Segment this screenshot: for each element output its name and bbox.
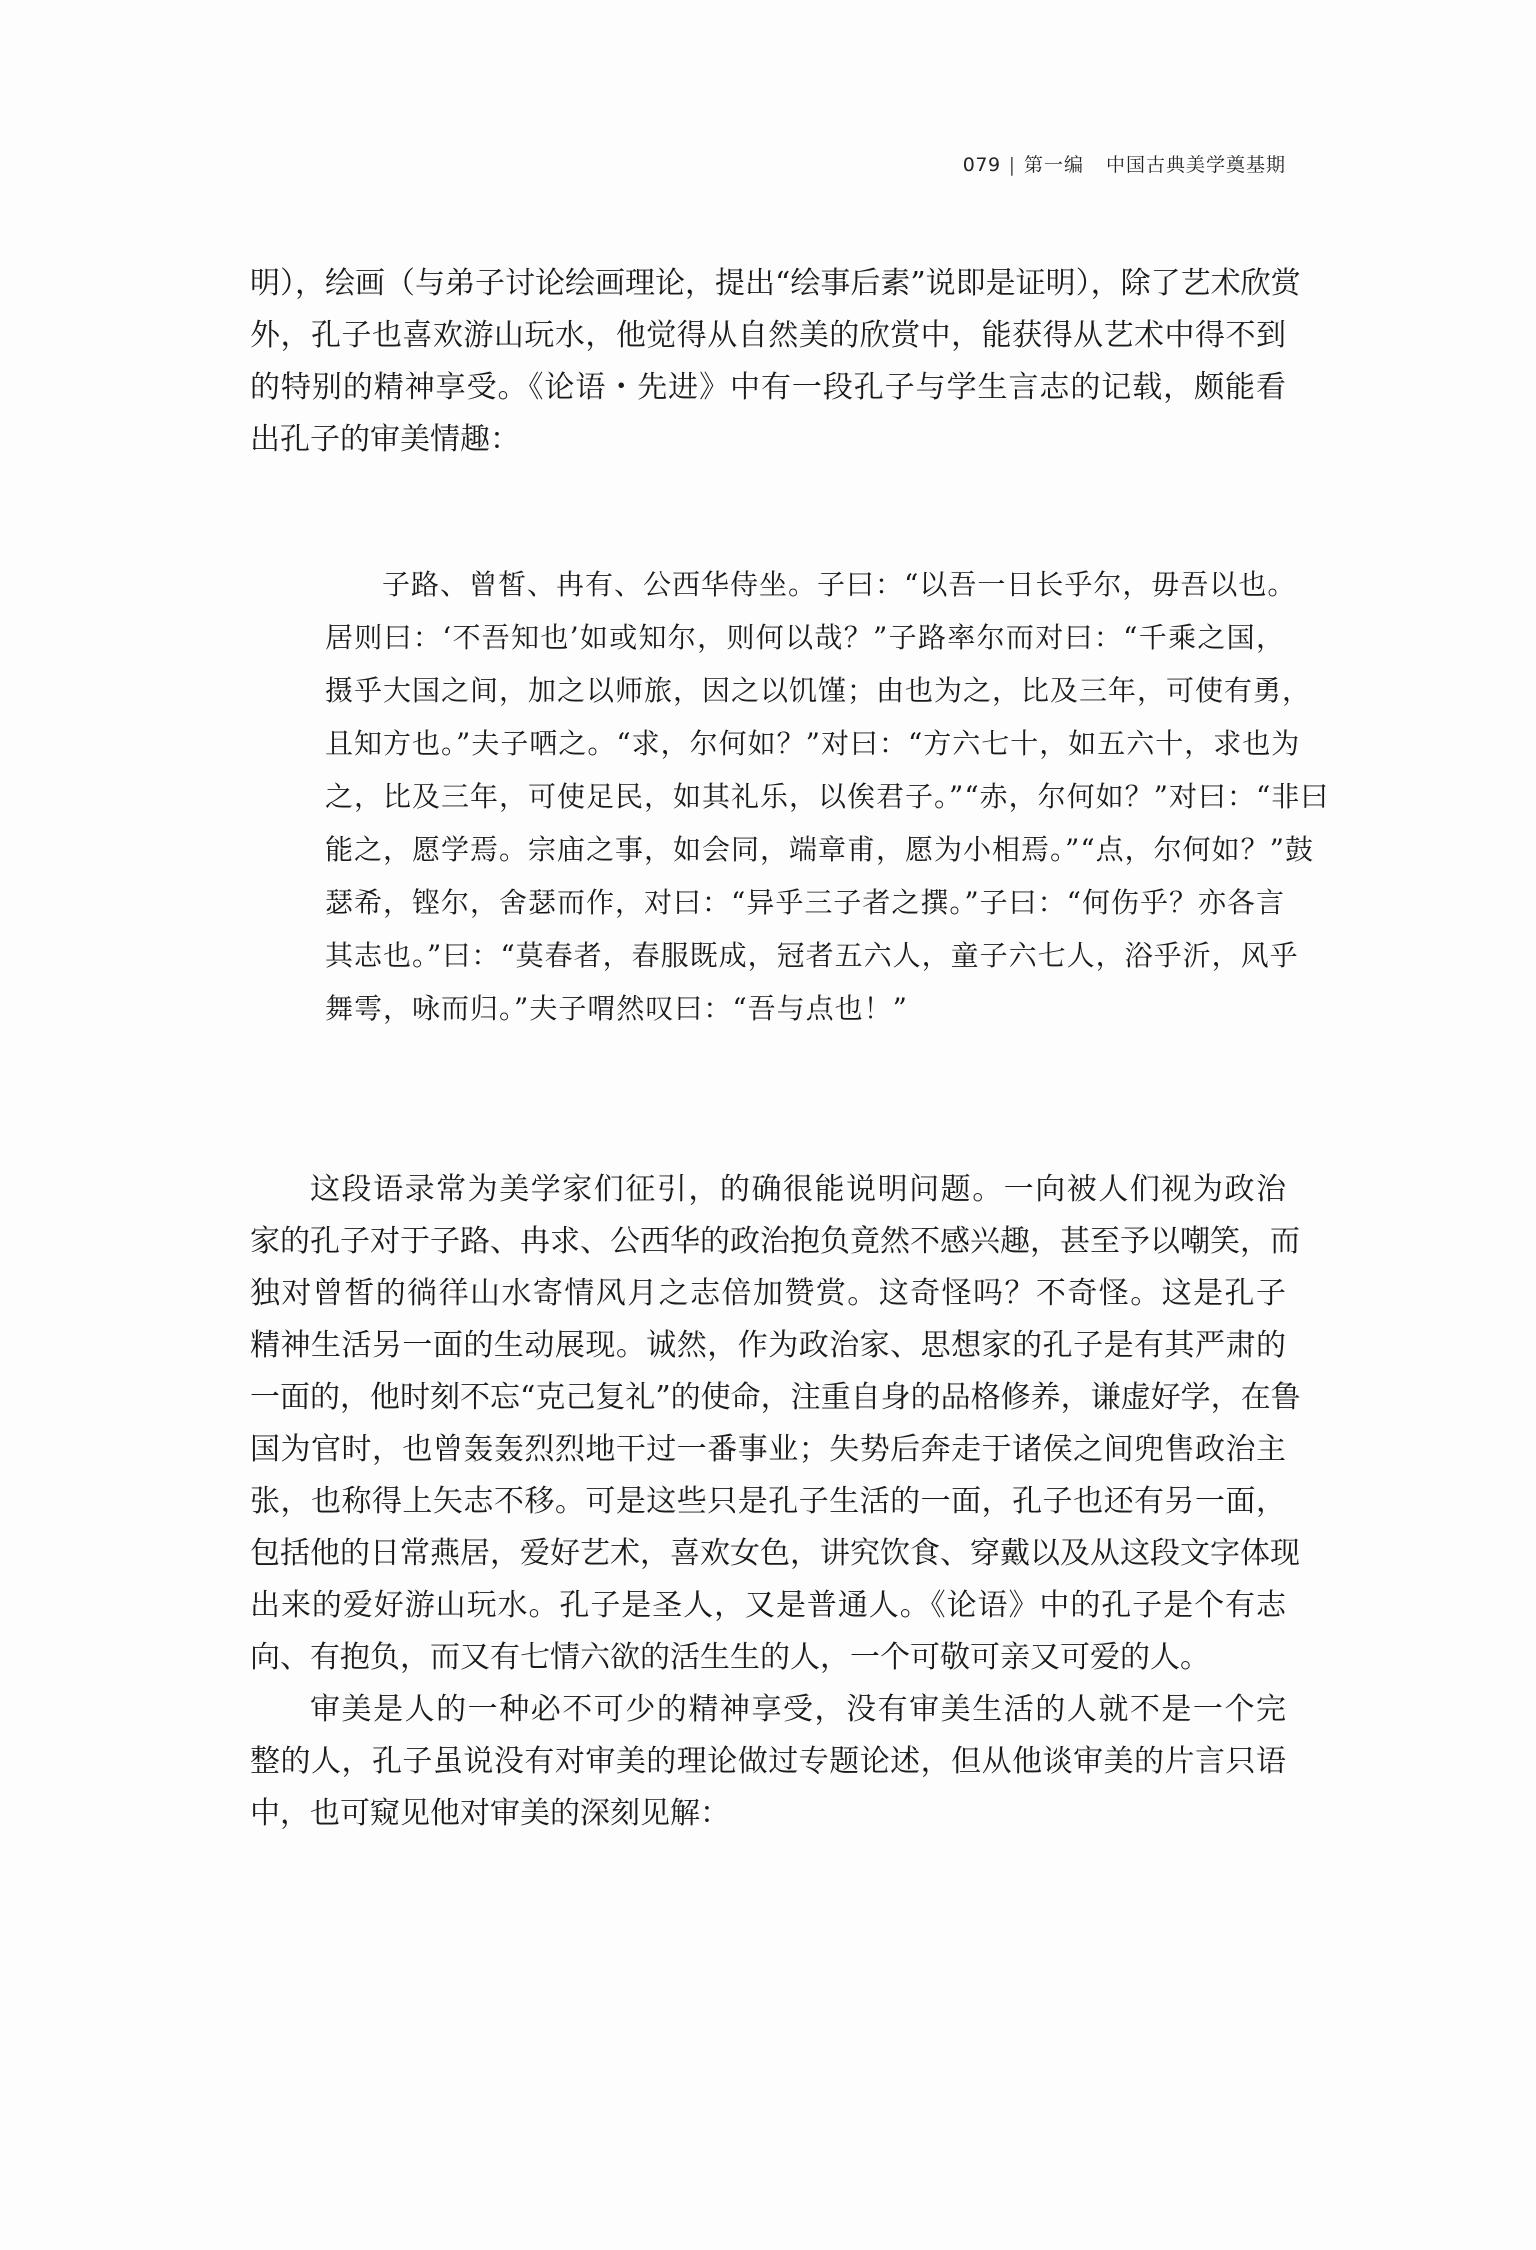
quote-line: 能之，愿学焉。宗庙之事，如会同，端章甫，愿为小相焉。”“点，尔何如？”鼓 xyxy=(325,833,1314,866)
paragraph-1 xyxy=(250,258,1301,466)
text-line: 一面的，他时刻不忘“克己复礼”的使命，注重自身的品格修养，谦虚好学，在鲁 xyxy=(250,1380,1301,1415)
quote-line: 居则曰：‘不吾知也’如或知尔，则何以哉？”子路率尔而对曰：“千乘之国， xyxy=(325,621,1285,654)
quote-line: 子路、曾皙、冉有、公西华侍坐。子曰：“以吾一日长乎尔，毋吾以也。 xyxy=(382,568,1297,601)
block-quote xyxy=(325,558,1330,1035)
header-separator: | xyxy=(1008,154,1016,176)
text-line: 张，也称得上矢志不移。可是这些只是孔子生活的一面，孔子也还有另一面， xyxy=(250,1484,1286,1519)
text-line: 精神生活另一面的生动展现。诚然，作为政治家、思想家的孔子是有其严肃的 xyxy=(250,1328,1286,1363)
quote-line: 摄乎大国之间，加之以师旅，因之以饥馑；由也为之，比及三年，可使有勇， xyxy=(325,674,1312,707)
quote-line: 舞雩，咏而归。”夫子喟然叹曰：“吾与点也！” xyxy=(325,992,908,1025)
running-header xyxy=(963,150,1286,177)
page-number: 079 xyxy=(962,154,1001,176)
text-line: 整的人，孔子虽说没有对审美的理论做过专题论述，但从他谈审美的片言只语 xyxy=(250,1744,1286,1779)
text-line: 明），绘画（与弟子讨论绘画理论，提出“绘事后素”说即是证明），除了艺术欣赏 xyxy=(250,266,1301,301)
text-line: 外，孔子也喜欢游山玩水，他觉得从自然美的欣赏中，能获得从艺术中得不到 xyxy=(250,318,1286,353)
quote-line: 之，比及三年，可使足民，如其礼乐，以俟君子。”“赤，尔何如？”对曰：“非曰 xyxy=(325,780,1330,813)
quote-line: 且知方也。”夫子哂之。“求，尔何如？”对曰：“方六七十，如五六十，求也为 xyxy=(325,727,1301,760)
text-line: 出孔子的审美情趣： xyxy=(250,422,520,457)
text-line: 的特别的精神享受。《论语・先进》中有一段孔子与学生言志的记载，颇能看 xyxy=(250,370,1286,405)
quote-line: 其志也。”曰：“莫春者，春服既成，冠者五六人，童子六七人，浴乎沂，风乎 xyxy=(325,939,1299,972)
paragraph-2 xyxy=(250,1164,1301,1684)
text-line: 审美是人的一种必不可少的精神享受，没有审美生活的人就不是一个完 xyxy=(310,1692,1286,1727)
text-line: 独对曾皙的徜徉山水寄情风月之志倍加赞赏。这奇怪吗？不奇怪。这是孔子 xyxy=(250,1276,1286,1311)
text-line: 包括他的日常燕居，爱好艺术，喜欢女色，讲究饮食、穿戴以及从这段文字体现 xyxy=(250,1536,1300,1571)
text-line: 向、有抱负，而又有七情六欲的活生生的人，一个可敬可亲又可爱的人。 xyxy=(250,1640,1210,1675)
text-line: 国为官时，也曾轰轰烈烈地干过一番事业；失势后奔走于诸侯之间兜售政治主 xyxy=(250,1432,1286,1467)
text-line: 家的孔子对于子路、冉求、公西华的政治抱负竟然不感兴趣，甚至予以嘲笑，而 xyxy=(250,1224,1300,1259)
quote-line: 瑟希，铿尔，舍瑟而作，对曰：“异乎三子者之撰。”子曰：“何伤乎？亦各言 xyxy=(325,886,1285,919)
paragraph-3 xyxy=(250,1684,1286,1840)
header-title: 中国古典美学奠基期 xyxy=(1105,154,1286,176)
text-line: 中，也可窥见他对审美的深刻见解： xyxy=(250,1796,730,1831)
text-line: 出来的爱好游山玩水。孔子是圣人，又是普通人。《论语》中的孔子是个有志 xyxy=(250,1588,1286,1623)
header-part: 第一编 xyxy=(1023,154,1084,176)
text-line: 这段语录常为美学家们征引，的确很能说明问题。一向被人们视为政治 xyxy=(310,1172,1286,1207)
